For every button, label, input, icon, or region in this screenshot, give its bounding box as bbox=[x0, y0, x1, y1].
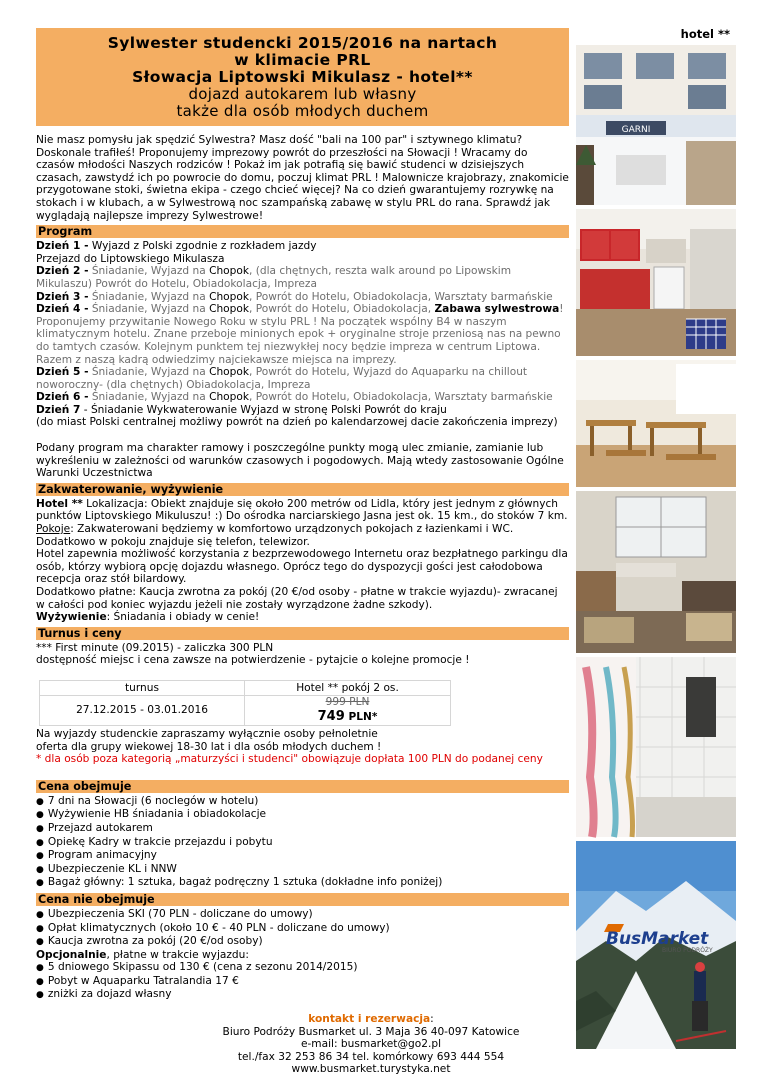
table-header-turnus: turnus bbox=[40, 680, 245, 695]
accommodation-text: Hotel ** Lokalizacja: Obiekt znajduje się około 200 metrów od Lidla, który jest jednym z głównych punktów Liptovskiego Mikuluszu! :) Do ośrodka narciarskiego Jasna jest ok. 15 km., do stoków 7 km. Pokoje: Zakwaterowani będziemy w komfortowo urządzonych pokojach z łazienkami i WC. Dodatkowo w pokoju znajduje się telefon, telewizor. Hotel zapewnia możliwość korzystania z bezprzewodowego Internetu oraz bezpłatnego parkingu dla osób, którzy wybiorą opcję dojazdu własnego. Oprócz tego do dyspozycji gości jest całodobowa recepcja oraz stół bilardowy. Dodatkowo płatne: Kaucja zwrotna za pokój (20 €/od osoby - płatne w trakcie wyjazdu)- zwracanej w całości pod koniec wyjazdu jeżeli nie zostały wyrządzone żadne szkody). Wyżywienie: Śniadania i obiady w cenie! bbox=[36, 497, 568, 624]
program-note: Podany program ma charakter ramowy i poszczególne punkty mogą ulec zmianie, zamianie lub wykreśleniu w zależności od warunków czasowych i pogodowych. Mają wtedy zastosowanie Ogólne Warunki Uczestnictwa bbox=[36, 442, 564, 480]
contact-email: e-mail: busmarket@go2.pl bbox=[300, 1038, 442, 1051]
pokoje-label: Pokoje bbox=[36, 523, 71, 536]
table-cell-price bbox=[245, 695, 451, 725]
contact-website[interactable]: www.busmarket.turystyka.net bbox=[291, 1063, 451, 1076]
included-list bbox=[36, 795, 569, 890]
old-price: 999 PLN bbox=[325, 696, 370, 709]
program-list bbox=[36, 240, 569, 429]
hotel-label: Hotel ** bbox=[36, 497, 83, 510]
title-line-3: Słowacja Liptowski Mikulasz - hotel** bbox=[132, 68, 473, 86]
excluded-list bbox=[36, 908, 569, 949]
contact-block: kontakt i rezerwacja: Biuro Podróży Busmarket ul. 3 Maja 36 40-097 Katowice e-mail: busmarket@go2.pl tel./fax 32 253 86 34 tel. komórkowy 693 444 554 www.busmarket.turystyka.net bbox=[91, 1013, 651, 1076]
list-item: ● Program animacyjny bbox=[36, 849, 569, 863]
main-column bbox=[36, 28, 569, 1076]
new-price: 749 PLN* bbox=[317, 708, 378, 724]
title-banner bbox=[36, 28, 569, 126]
turnus-text: *** First minute (09.2015) - zaliczka 300 PLN dostępność miejsc i cena zawsze na potwierdzenie - pytajcie o kolejne promocje ! bbox=[36, 641, 470, 667]
list-item: ● 7 dni na Słowacji (6 noclegów w hotelu) bbox=[36, 795, 569, 809]
accommodation-heading: Zakwaterowanie, wyżywienie bbox=[36, 483, 569, 496]
dining-room-photo bbox=[576, 360, 736, 487]
optional-list bbox=[36, 961, 569, 1002]
hotel-exterior-photo bbox=[576, 45, 736, 205]
sidebar-hotel-label: hotel ** bbox=[680, 27, 730, 41]
contact-address: Biuro Podróży Busmarket ul. 3 Maja 36 40-097 Katowice bbox=[222, 1025, 520, 1038]
program-day-7-line-2: (do miast Polski centralnej możliwy powrót na dzień po kalendarzowej dacie zakończenia imprezy) bbox=[36, 416, 558, 429]
price-table bbox=[39, 680, 451, 726]
list-item: ● Wyżywienie HB śniadania i obiadokolacje bbox=[36, 808, 569, 822]
contact-phone: tel./fax 32 253 86 34 tel. komórkowy 693 444 554 bbox=[237, 1050, 505, 1063]
program-day-3: Dzień 3 - Śniadanie, Wyjazd na Chopok, Powrót do Hotelu, Obiadokolacja, Warsztaty barmańskie bbox=[36, 290, 553, 303]
subtitle-line-2: także dla osób młodych duchem bbox=[176, 102, 429, 120]
table-row bbox=[40, 680, 451, 695]
busmarket-logo bbox=[602, 920, 722, 954]
photo-column bbox=[576, 28, 736, 1049]
food-label: Wyżywienie bbox=[36, 611, 107, 624]
turnus-after: Na wyjazdy studenckie zapraszamy wyłącznie osoby pełnoletnie oferta dla grupy wiekowej 18-30 lat i dla osób młodych duchem ! * dla osób poza kategorią „maturzyści i studenci" obowiązuje dopłata 100 PLN do podanej ceny bbox=[36, 728, 569, 766]
list-item: ● Ubezpieczenia SKI (70 PLN - doliczane do umowy) bbox=[36, 908, 569, 922]
turnus-heading: Turnus i ceny bbox=[36, 627, 569, 640]
subtitle-line-1: dojazd autokarem lub własny bbox=[188, 85, 417, 103]
intro-paragraph: Nie masz pomysłu jak spędzić Sylwestra? Masz dość "bali na 100 par" i sztywnego klimatu? Doskonale trafiłeś! Proponujemy imprezowy powrót do przeszłości na Słowacji ! Wracamy do czasów młodości Naszych rodziców ! Pokaż im jak potrafią się bawić studenci w dzisiejszych czasach, zawstydź ich po powrocie do domu, poczuj klimat PRL ! Malownicze krajobrazy, znakomicie przygotowane stoki, świetna ekipa - czego chcieć więcej? Na co dzień gwarantujemy rozrywkę na stokach i w klubach, a w Sylwestrową noc szampańską zabawę w stylu PRL do rana. Sprawdź jak wyglądają najlepsze imprezy Sylwestrowe! bbox=[36, 134, 569, 222]
list-item: ● Kaucja zwrotna za pokój (20 €/od osoby) bbox=[36, 935, 569, 949]
table-cell-dates: 27.12.2015 - 03.01.2016 bbox=[40, 695, 245, 725]
program-day-7: Dzień 7 - Śniadanie Wykwaterowanie Wyjazd w stronę Polski Powrót do kraju bbox=[36, 403, 447, 416]
title-line-1: Sylwester studencki 2015/2016 na nartach bbox=[107, 34, 498, 52]
program-day-5: Dzień 5 - Śniadanie, Wyjazd na Chopok, Powrót do Hotelu, Wyjazd do Aquaparku na chillout noworoczny- (dla chętnych) Obiadokolacja, Impreza bbox=[36, 366, 528, 391]
list-item: ● Pobyt w Aquaparku Tatralandia 17 € bbox=[36, 975, 569, 989]
list-item: ● Przejazd autokarem bbox=[36, 822, 569, 836]
program-day-2: Dzień 2 - Śniadanie, Wyjazd na Chopok, (dla chętnych, reszta walk around po Lipowskim Mikulaszu) Powrót do Hotelu, Obiadokolacja, Impreza bbox=[36, 265, 512, 290]
list-item: ● Opłat klimatycznych (około 10 € - 40 PLN - doliczane do umowy) bbox=[36, 922, 569, 936]
program-day-1: Dzień 1 - Wyjazd z Polski zgodnie z rozkładem jazdy bbox=[36, 240, 317, 253]
program-heading: Program bbox=[36, 225, 569, 238]
program-day-4: Dzień 4 - Śniadanie, Wyjazd na Chopok, Powrót do Hotelu, Obiadokolacja, Zabawa sylwestrowa! Proponujemy przywitanie Nowego Roku w stylu PRL ! Na początek wspólny B4 w naszym klimatycznym hotelu. Znane przeboje minionych epok + oryginalne stroje przeniosą nas na pewno do tamtych czasów. Kolejnym punktem tej niezwykłej nocy będzie impreza w centrum Liptowa. Razem z naszą kadrą odwiedzimy najciekawsze miejsca na imprezy. bbox=[36, 303, 564, 366]
included-heading: Cena obejmuje bbox=[36, 780, 569, 793]
list-item: ● Bagaż główny: 1 sztuka, bagaż podręczny 1 sztuka (dokładne info poniżej) bbox=[36, 876, 569, 890]
surcharge-note: * dla osób poza kategorią „maturzyści i studenci" obowiązuje dopłata 100 PLN do podanej ceny bbox=[36, 753, 543, 766]
bathroom-photo bbox=[576, 657, 736, 837]
list-item: ● Ubezpieczenie KL i NNW bbox=[36, 863, 569, 877]
table-header-hotel: Hotel ** pokój 2 os. bbox=[245, 680, 451, 695]
hotel-sign-text: GARNI bbox=[621, 124, 651, 135]
bedroom-photo bbox=[576, 491, 736, 653]
list-item: ● zniżki za dojazd własny bbox=[36, 988, 569, 1002]
logo-name: BusMarket bbox=[606, 929, 709, 949]
program-day-1-line-2: Przejazd do Liptowskiego Mikulasza bbox=[36, 252, 225, 265]
optional-label-line: Opcjonalnie, płatne w trakcie wyjazdu: bbox=[36, 948, 249, 961]
kitchen-photo bbox=[576, 209, 736, 356]
contact-heading: kontakt i rezerwacja bbox=[308, 1013, 431, 1026]
list-item: ● 5 dniowego Skipassu od 130 € (cena z sezonu 2014/2015) bbox=[36, 961, 569, 975]
title-line-2: w klimacie PRL bbox=[234, 51, 371, 69]
program-day-6: Dzień 6 - Śniadanie, Wyjazd na Chopok, Powrót do Hotelu, Obiadokolacja, Warsztaty barmańskie bbox=[36, 391, 553, 404]
logo-tagline: BIURO PODRÓŻY bbox=[662, 947, 713, 954]
excluded-heading: Cena nie obejmuje bbox=[36, 893, 569, 906]
list-item: ● Opiekę Kadry w trakcie przejazdu i pobytu bbox=[36, 836, 569, 850]
table-row bbox=[40, 695, 451, 725]
